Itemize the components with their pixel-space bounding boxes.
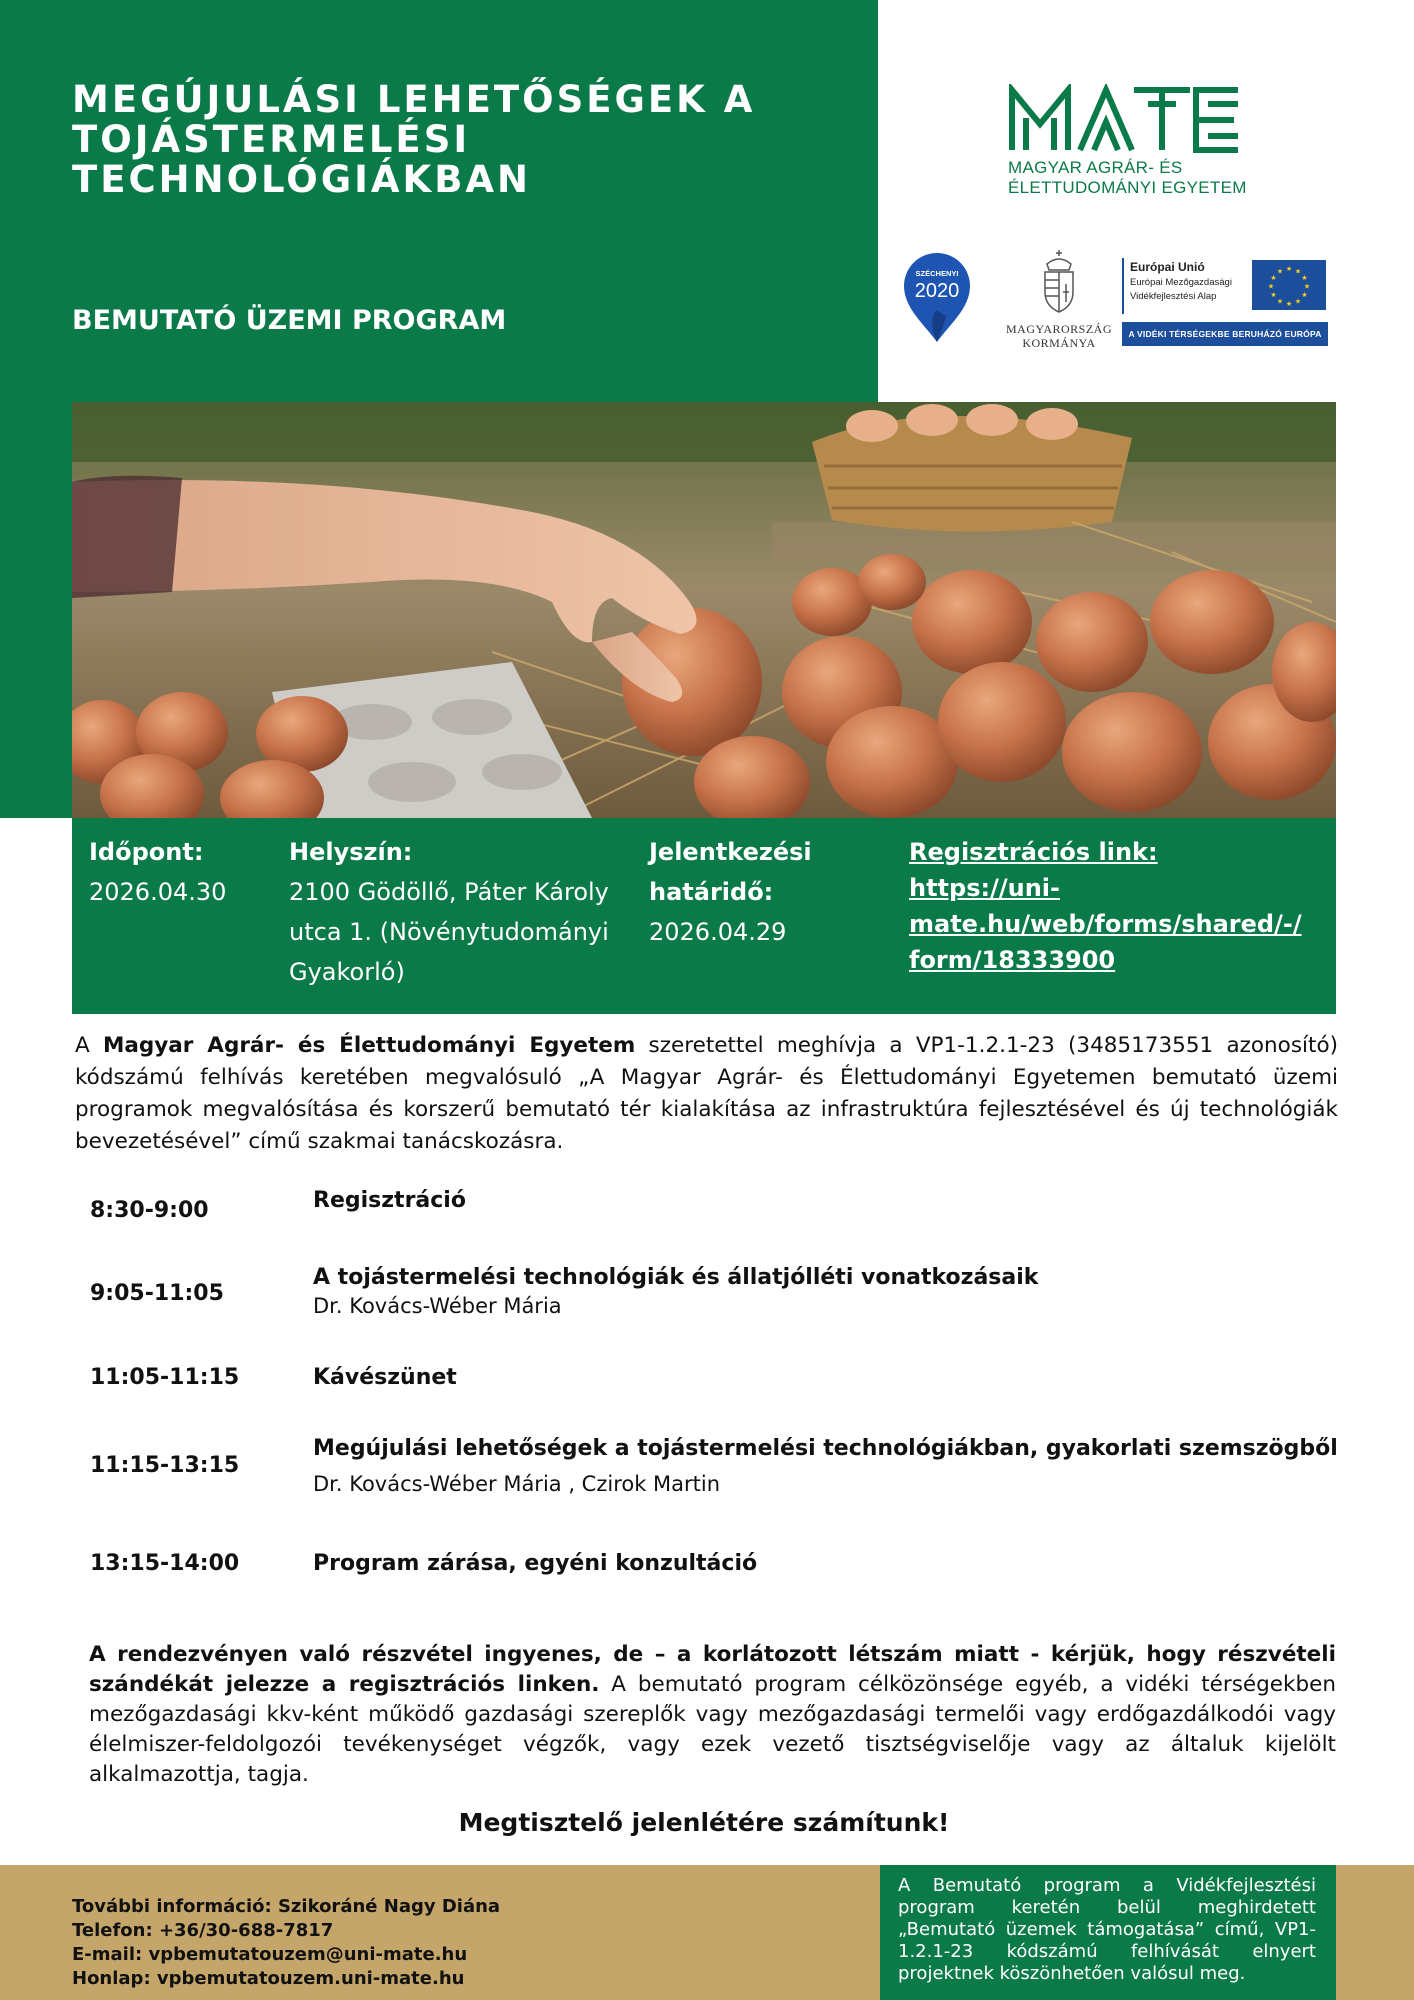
szechenyi-2020-logo (902, 250, 972, 344)
location-line1: 2100 Gödöllő, Páter Károly (289, 878, 609, 906)
closing-line: Megtisztelő jelenlétére számítunk! (458, 1808, 950, 1837)
schedule-title: Kávészünet (313, 1365, 457, 1390)
eu-subtitle-2: Vidékfejlesztési Alap (1130, 291, 1217, 302)
event-info-band (72, 818, 1336, 1014)
notice-emphasis: A rendezvényen való részvétel ingyenes, de – a korlátozott létszám miatt - kérjük, hogy részvételi szándékát jelezze a regisztrációs linken. (89, 1642, 1336, 1697)
footer (0, 1865, 1414, 2000)
schedule-speaker: Dr. Kovács-Wéber Mária (313, 1294, 562, 1318)
svg-text:★: ★ (1285, 300, 1293, 308)
mate-logo (1008, 84, 1258, 204)
schedule-speaker: Dr. Kovács-Wéber Mária , Czirok Martin (313, 1472, 721, 1496)
svg-text:★: ★ (1270, 274, 1277, 282)
eggs-photo (72, 402, 1336, 818)
schedule-title: Program zárása, egyéni konzultáció (313, 1551, 758, 1576)
mate-wordmark (1008, 84, 1244, 154)
page-title: MEGÚJULÁSI LEHETŐSÉGEK A TOJÁSTERMELÉSI TECHNOLÓGIÁKBAN (72, 78, 756, 201)
svg-text:MATE: MATE (1008, 84, 1011, 85)
contact-info (72, 1895, 500, 1991)
svg-text:★: ★ (1294, 297, 1302, 306)
svg-text:SZÉCHENYI: SZÉCHENYI (915, 269, 959, 278)
gov-text-line2: KORMÁNYA (1022, 336, 1096, 350)
contact-phone[interactable]: Telefon: +36/30-688-7817 (72, 1920, 334, 1941)
registration-link-line3[interactable]: form/18333900 (909, 946, 1116, 974)
svg-text:★: ★ (1301, 274, 1308, 282)
page-subtitle: BEMUTATÓ ÜZEMI PROGRAM (72, 305, 507, 336)
schedule-time: 13:15-14:00 (90, 1551, 240, 1576)
participation-notice: A rendezvényen való részvétel ingyenes, de – a korlátozott létszám miatt - kérjük, hogy részvételi szándékát jelezze a regisztrációs linken. A bemutató program célközönsége egyéb, a vidéki térségekben mezőgazdasági kkv-ként működő gazdasági szereplők vagy mezőgazdasági termelői vagy erdőgazdálkodói vagy élelmiszer-feldolgozói tevékenységet végzők, vagy ezek vezető tisztségviselője vagy az általuk kijelölt alkalmazottja, tagja. (89, 1642, 1336, 1787)
svg-text:★: ★ (1303, 282, 1311, 291)
eu-logo (1122, 258, 1328, 350)
date-value: 2026.04.30 (89, 878, 227, 906)
university-name: Magyar Agrár- és Élettudományi Egyetem (102, 1033, 636, 1058)
funding-note: A Bemutató program a Vidékfejlesztési program keretén belül meghirdetett „Bemutató üzemek támogatása” című, VP1-1.2.1-23 kódszámú felhívását elnyert projektnek köszönhetően valósul meg. (880, 1865, 1336, 2000)
location-label: Helyszín: (289, 838, 413, 866)
date-label: Időpont: (89, 838, 204, 866)
eu-flag-icon (1252, 260, 1326, 310)
eu-tagline: A VIDÉKI TÉRSÉGEKBE BERUHÁZÓ EURÓPA (1122, 322, 1328, 346)
schedule-time: 8:30-9:00 (90, 1198, 209, 1223)
svg-text:★: ★ (1267, 282, 1275, 291)
schedule-time: 11:05-11:15 (90, 1365, 240, 1390)
mate-caption-line2: ÉLETTUDOMÁNYI EGYETEM (1008, 178, 1247, 197)
deadline-value: 2026.04.29 (649, 918, 787, 946)
date-block (89, 832, 226, 912)
deadline-label-line2: határidő: (649, 878, 774, 906)
schedule-title: Regisztráció (313, 1188, 466, 1213)
eu-subtitle-1: Európai Mezőgazdasági (1130, 277, 1232, 288)
svg-text:★: ★ (1301, 291, 1308, 299)
registration-link-label[interactable]: Regisztrációs link: (909, 838, 1158, 866)
svg-text:2020: 2020 (914, 280, 960, 302)
schedule-title: A tojástermelési technológiák és állatjólléti vonatkozásaik (313, 1265, 1039, 1290)
schedule-title: Megújulási lehetőségek a tojástermelési technológiákban, gyakorlati szemszögből (313, 1436, 1338, 1461)
eu-title: Európai Unió (1130, 260, 1205, 274)
location-line3: Gyakorló) (289, 958, 405, 986)
hungarian-government-logo (1004, 248, 1114, 352)
contact-person: További információ: Szikoráné Nagy Diána (72, 1896, 501, 1917)
contact-website[interactable]: Honlap: vpbemutatouzem.uni-mate.hu (72, 1968, 465, 1989)
schedule-time: 9:05-11:05 (90, 1281, 224, 1306)
mate-caption-line1: MAGYAR AGRÁR- ÉS (1008, 158, 1183, 177)
registration-link-line1[interactable]: https://uni- (909, 874, 1060, 902)
location-block (289, 832, 609, 992)
svg-text:★: ★ (1276, 267, 1284, 276)
coat-of-arms-icon (1039, 248, 1079, 314)
registration-block[interactable] (909, 834, 1302, 978)
location-line2: utca 1. (Növénytudományi (289, 918, 609, 946)
svg-text:★: ★ (1276, 297, 1284, 306)
intro-paragraph: A Magyar Agrár- és Élettudományi Egyetem szeretettel meghívja a VP1-1.2.1-23 (3485173551 azonosító) kódszámú felhívás keretében megvalósuló „A Magyar Agrár- és Élettudományi Egyetemen bemutató üzemi programok megvalósítása és korszerű bemutató tér kialakítása az infrastruktúra fejlesztésével és új technológiák bevezetésével” című szakmai tanácskozásra. (75, 1033, 1338, 1154)
registration-link-line2[interactable]: mate.hu/web/forms/shared/-/ (909, 910, 1302, 938)
svg-text:★: ★ (1270, 291, 1277, 299)
gov-text-line1: MAGYARORSZÁG (1005, 322, 1112, 336)
deadline-block (649, 832, 812, 952)
svg-text:★: ★ (1294, 267, 1302, 276)
svg-text:★: ★ (1285, 265, 1293, 273)
deadline-label-line1: Jelentkezési (649, 838, 812, 866)
contact-email[interactable]: E-mail: vpbemutatouzem@uni-mate.hu (72, 1944, 468, 1965)
schedule-time: 11:15-13:15 (90, 1453, 240, 1478)
